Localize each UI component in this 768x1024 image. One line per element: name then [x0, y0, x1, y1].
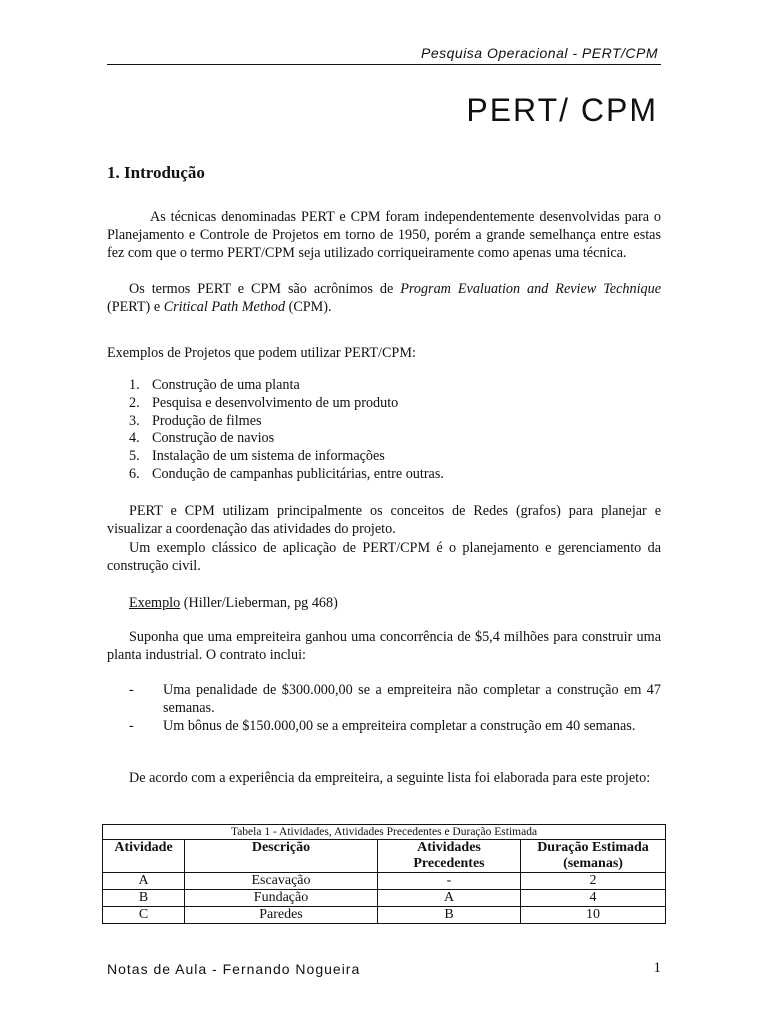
contract-terms-list	[107, 681, 661, 735]
intro-text: Os termos PERT e CPM são acrônimos de	[129, 281, 401, 297]
intro-term-pert: Program Evaluation and Review Technique	[400, 281, 661, 297]
table-header-cell: Descrição	[185, 840, 378, 873]
table-row	[103, 907, 666, 924]
networks-paragraph-2: Um exemplo clássico de aplicação de PERT/CPM é o planejamento e gerenciamento da construção civil.	[107, 540, 661, 574]
table-cell: A	[378, 890, 521, 907]
list-dash: -	[129, 682, 134, 698]
example-paragraph-2: De acordo com a experiência da empreiteira, a seguinte lista foi elaborada para este projeto:	[129, 770, 651, 786]
table-cell: B	[103, 890, 185, 907]
header-divider	[107, 64, 661, 65]
list-item	[107, 448, 661, 466]
table-header-row	[103, 840, 666, 873]
list-item-number: 3.	[129, 412, 140, 429]
table-cell: -	[378, 873, 521, 890]
list-dash: -	[129, 718, 134, 734]
intro-paragraph-2	[107, 280, 661, 316]
table-cell: Paredes	[185, 907, 378, 924]
table-row	[103, 890, 666, 907]
table-caption-row	[103, 825, 666, 840]
list-item-text: Produção de filmes	[152, 412, 262, 429]
list-item-number: 6.	[129, 465, 140, 482]
table-cell: 4	[521, 890, 666, 907]
list-item	[107, 430, 661, 448]
list-item	[107, 717, 661, 735]
examples-lead: Exemplos de Projetos que podem utilizar PERT/CPM:	[107, 345, 416, 361]
list-item	[107, 377, 661, 395]
list-item-text: Construção de uma planta	[152, 377, 300, 393]
table-cell: A	[103, 873, 185, 890]
table-cell: C	[103, 907, 185, 924]
table-header-cell: Atividades Precedentes	[378, 840, 521, 873]
table-cell: Fundação	[185, 890, 378, 907]
table-cell: 10	[521, 907, 666, 924]
list-item-text: Construção de navios	[152, 430, 275, 447]
table-header-cell: Atividade	[103, 840, 185, 873]
table-cell: Escavação	[185, 873, 378, 890]
list-item	[107, 681, 661, 717]
example-paragraph-1: Suponha que uma empreiteira ganhou uma concorrência de $5,4 milhões para construir uma planta industrial. O contrato inclui:	[107, 629, 661, 663]
list-item-text: Condução de campanhas publicitárias, entre outras.	[152, 465, 444, 482]
list-item	[107, 413, 661, 431]
list-item	[107, 466, 661, 484]
intro-text: (PERT) e	[107, 299, 164, 315]
table-cell: B	[378, 907, 521, 924]
networks-paragraph-1: PERT e CPM utilizam principalmente os conceitos de Redes (grafos) para planejar e visualizar a coordenação das atividades do projeto.	[107, 503, 661, 537]
list-item-text: Um bônus de $150.000,00 se a empreiteira completar a construção em 40 semanas.	[163, 718, 636, 734]
example-label: Exemplo	[129, 595, 181, 611]
list-item-text: Pesquisa e desenvolvimento de um produto	[152, 394, 399, 411]
list-item-number: 4.	[129, 430, 140, 447]
example-reference	[107, 594, 661, 612]
activities-table	[102, 824, 665, 924]
list-item	[107, 395, 661, 413]
document-title: PERT/ CPM	[466, 92, 658, 128]
list-item-number: 1.	[129, 377, 140, 393]
list-item-text: Instalação de um sistema de informações	[152, 448, 385, 465]
section-heading: 1. Introdução	[107, 163, 205, 182]
intro-text: (CPM).	[285, 299, 332, 315]
intro-paragraph-1: As técnicas denominadas PERT e CPM foram independentemente desenvolvidas para o Planejamento e Controle de Projetos em torno de 1950, porém a grande semelhança entre estas fez com que o termo PERT/CPM seja utilizado corriqueiramente como apenas uma técnica.	[107, 209, 661, 261]
intro-term-cpm: Critical Path Method	[163, 299, 286, 315]
table-caption: Tabela 1 - Atividades, Atividades Precedentes e Duração Estimada	[103, 825, 666, 840]
page-number: 1	[653, 960, 661, 976]
examples-list	[107, 377, 661, 484]
list-item-number: 2.	[129, 394, 140, 411]
list-item-number: 5.	[129, 448, 140, 465]
table-row	[103, 873, 666, 890]
table-cell: 2	[521, 873, 666, 890]
example-citation: (Hiller/Lieberman, pg 468)	[180, 595, 338, 611]
running-header: Pesquisa Operacional - PERT/CPM	[421, 45, 658, 61]
footer-author: Notas de Aula - Fernando Nogueira	[107, 961, 361, 977]
list-item-text: Uma penalidade de $300.000,00 se a empreiteira não completar a construção em 47 semanas.	[163, 682, 661, 716]
table-header-cell: Duração Estimada (semanas)	[521, 840, 666, 873]
